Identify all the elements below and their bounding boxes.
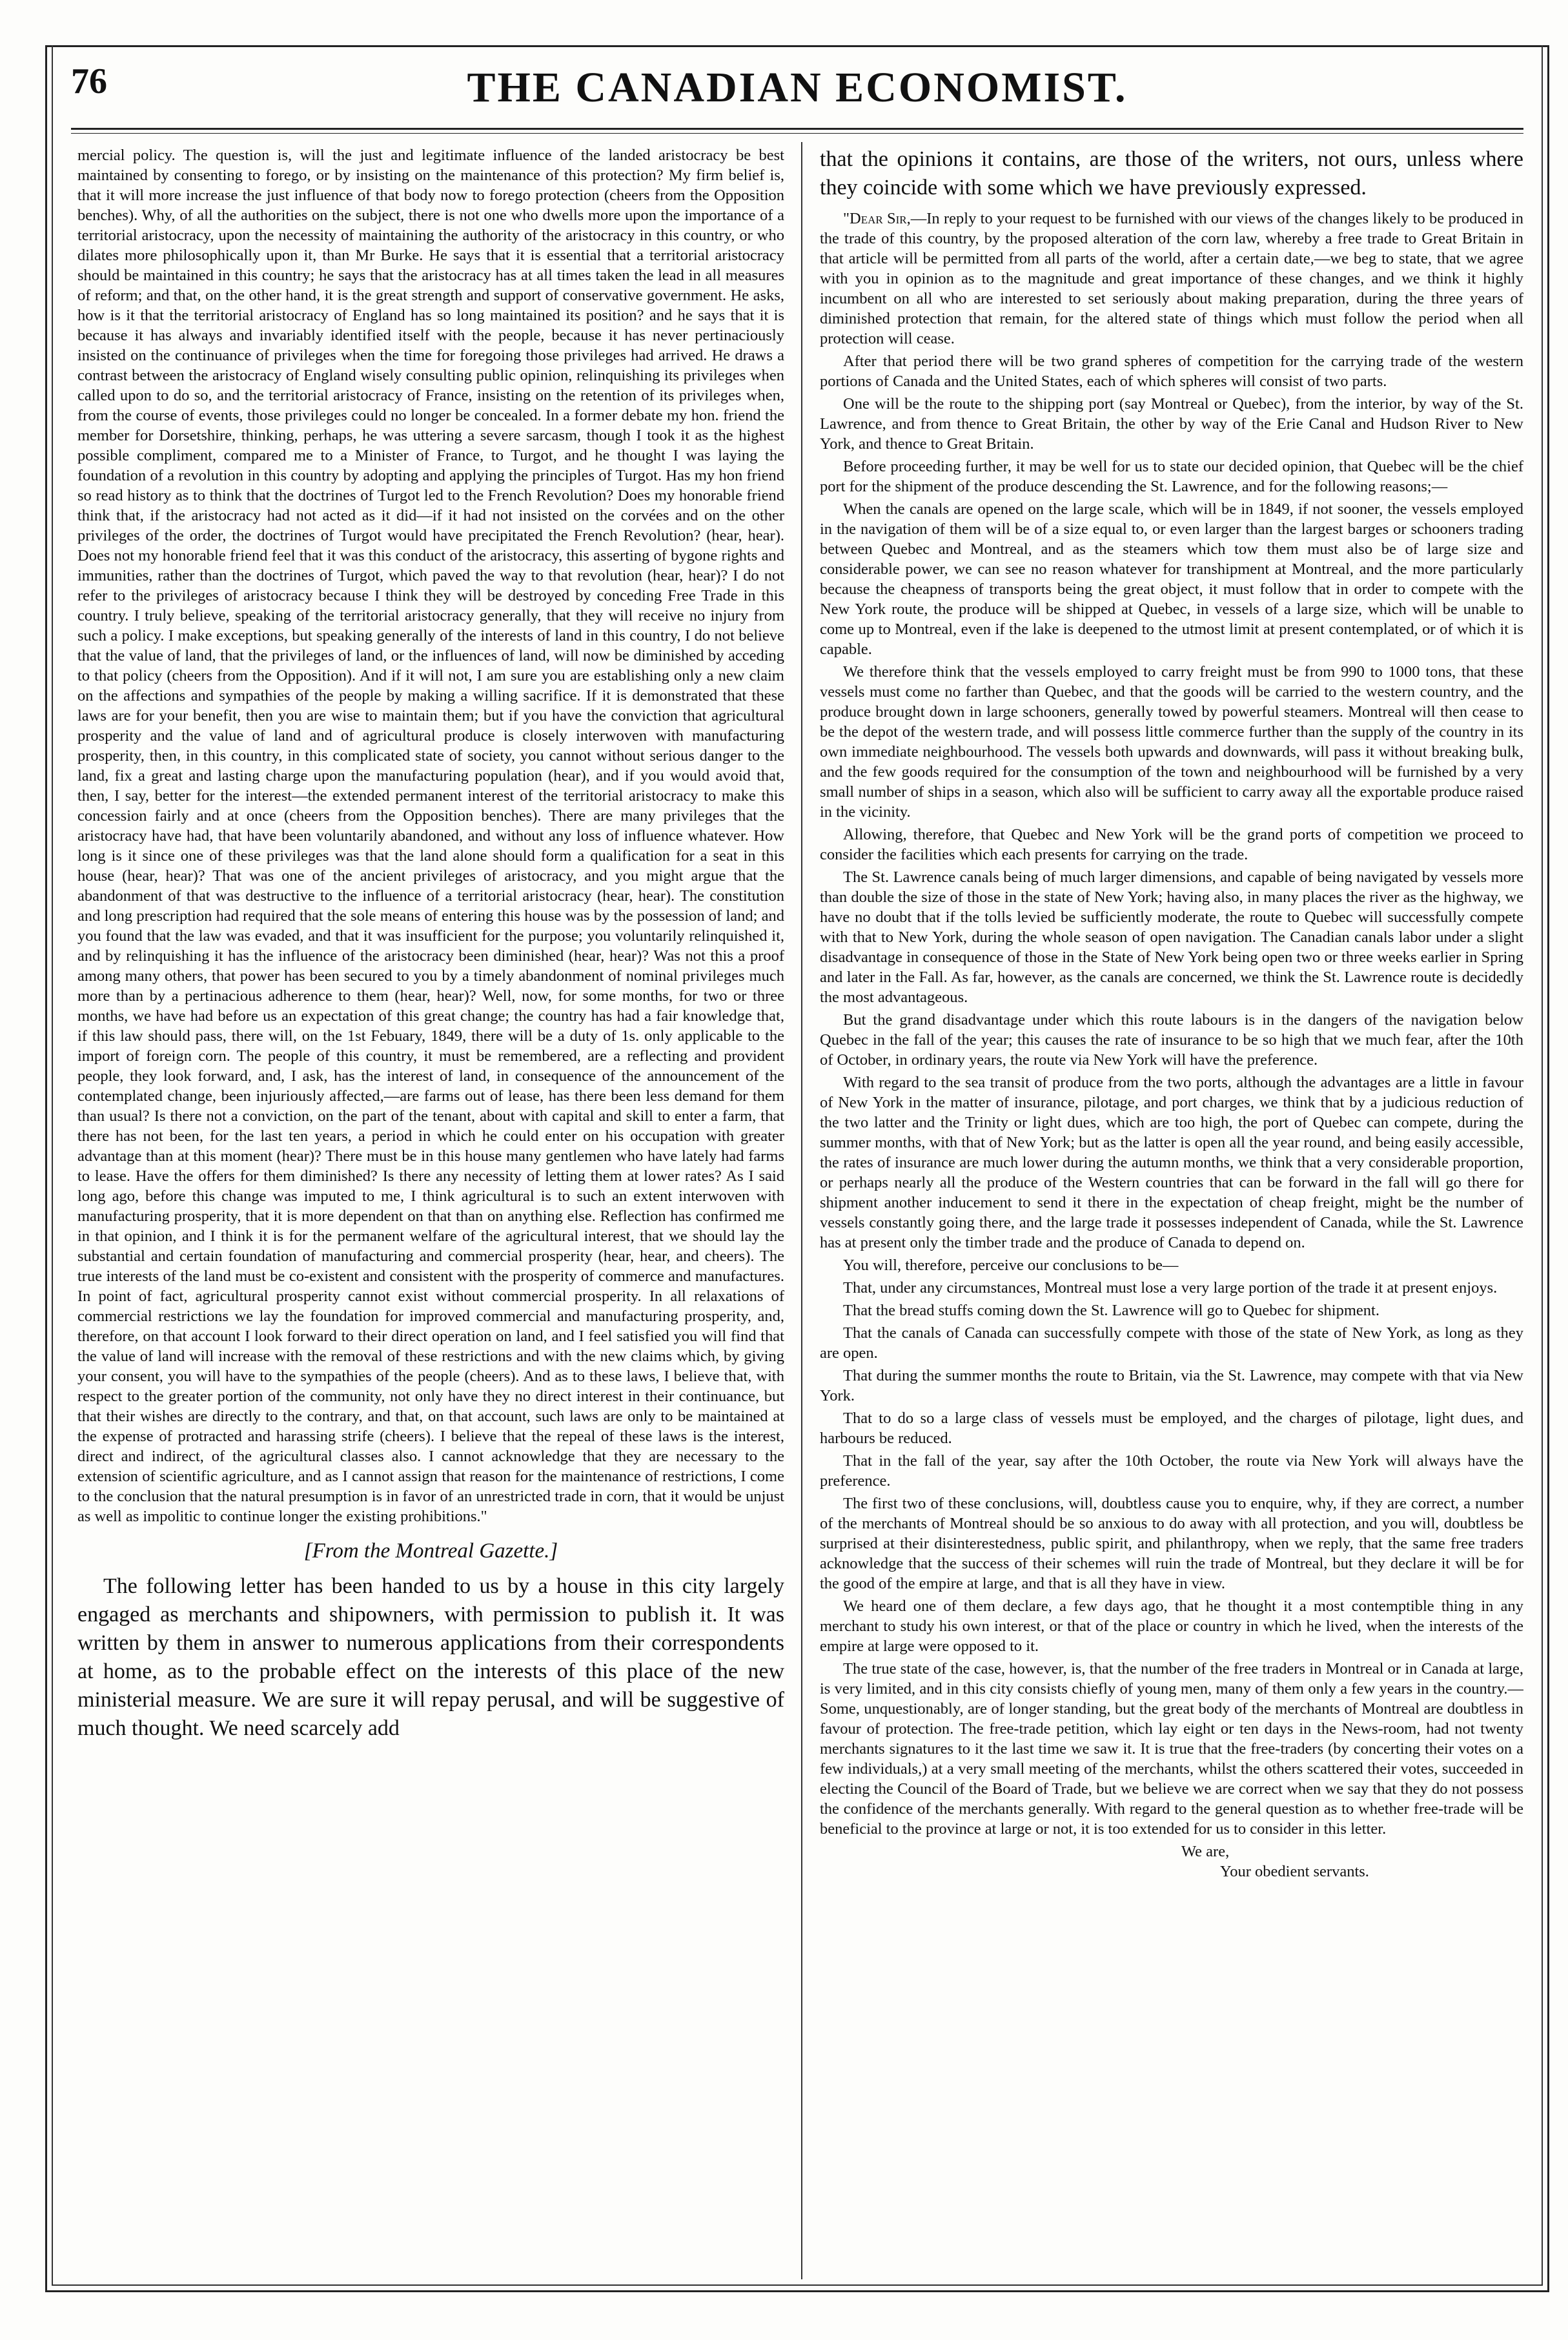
letter-paragraph: That the bread stuffs coming down the St. Lawrence will go to Quebec for shipment. xyxy=(843,1302,1380,1319)
letter-salutation: "Dear Sir, xyxy=(843,210,911,227)
letter-paragraph: The first two of these conclusions, will, doubtless cause you to enquire, why, if they are correct, a number of the merchants of Montreal should be so anxious to do away with all protection, and you will, doubtless be surprised at their disinterestedness, public spirit, and philanthropy, when we reply, that the same free traders acknowledge that the success of their schemes will ruin the trade of Montreal, but they declare it will be for the good of the empire at large, and that is all they have in view. xyxy=(820,1495,1523,1592)
letter-paragraph: That, under any circumstances, Montreal must lose a very large portion of the trade it at present enjoys. xyxy=(843,1279,1498,1297)
letter-paragraph: That in the fall of the year, say after the 10th October, the route via New York will always have the preference. xyxy=(820,1452,1523,1490)
page-title: THE CANADIAN ECONOMIST. xyxy=(467,64,1128,111)
left-column xyxy=(77,145,784,2276)
letter-paragraph: The true state of the case, however, is, that the number of the free traders in Montreal or in Canada at large, is very limited, and in this city consists chiefly of young men, many of them only a few years in the country.—Some, unquestionably, are of longer standing, but the great body of the merchants of Montreal are doubtless in favour of protection. The free-trade petition, which lay eight or ten days in the News-room, had not twenty merchants signatures to it the last time we saw it. It is true that the free-traders (by concerting their votes on a few individuals,) at a very small meeting of the merchants, whilst the others scattered their votes, succeeded in electing the Council of the Board of Trade, but we believe we are correct when we say that they do not possess the confidence of the merchants generally. With regard to the general question as to whether free-trade will be beneficial to the province at large or not, it is too extended for us to consider in this letter. xyxy=(820,1660,1523,1838)
letter-paragraph: We heard one of them declare, a few days ago, that he thought it a most contemptible thing in any merchant to study his own interest, or that of the place or country in which he lived, when the interests of the empire at large were opposed to it. xyxy=(820,1597,1523,1655)
letter-paragraph: One will be the route to the shipping port (say Montreal or Quebec), from the interior, by way of the St. Lawrence, and from thence to Great Britain, the other by way of the Erie Canal and Hudson River to New York, and thence to Great Britain. xyxy=(820,395,1523,453)
letter-paragraph: That to do so a large class of vessels must be employed, and the charges of pilotage, light dues, and harbours be reduced. xyxy=(820,1410,1523,1447)
intro-text xyxy=(77,1572,784,1743)
letter-paragraph: With regard to the sea transit of produce from the two ports, although the advantages are a little in favour of New York in the matter of insurance, pilotage, and port charges, we think that by a judicious reduction of the two latter and the Trinity or light dues, which are too high, the port of Quebec can compete, during the summer months, with that of New York; but as the latter is open all the year round, and being easily accessible, the rates of insurance are much lower during the autumn months, we think that a very considerable proportion, or perhaps nearly all the produce of the Western countries that can be forward in the fall will go there for shipment another inducement to send it there in the expectation of cheap freight, might be the number of vessels constantly going there, and the large trade it possesses independent of Canada, while the St. Lawrence has at present only the timber trade and the produce of Canada to depend on. xyxy=(820,1074,1523,1251)
letter-paragraph: Allowing, therefore, that Quebec and New York will be the grand ports of competition we proceed to consider the facilities which each presents for carrying on the trade. xyxy=(820,826,1523,863)
letter-paragraph: When the canals are opened on the large scale, which will be in 1849, if not sooner, the vessels employed in the navigation of them will be of a size equal to, or even larger than the largest barges or schooners trading between Quebec and Montreal, and as the steamers which tow them must also be of large size and considerable power, we can see no reason whatever for transhipment at Montreal, and the more particularly because the cheapness of transports being the great object, it must follow that in order to compete with the New York route, the produce will be shipped at Quebec, in vessels of a large size, which will be unable to come up to Montreal, even if the lake is deepened to the utmost limit at present contemplated, or of which it is capable. xyxy=(820,500,1523,658)
page-number: 76 xyxy=(71,61,107,101)
letter-paragraph: The St. Lawrence canals being of much larger dimensions, and capable of being navigated by vessels more than double the size of those in the state of New York; having also, in many places the river as the highway, we have no doubt that if the tolls levied be sufficiently moderate, the route to Quebec will successfully compete with that to New York, during the whole season of open navigation. The Canadian canals labor under a slight disadvantage in consequence of those in the State of New York being open two or three weeks earlier in Spring and later in the Fall. As far, however, as the canals are concerned, we think the St. Lawrence route is decidedly the most advantageous. xyxy=(820,868,1523,1006)
intro-paragraph: The following letter has been handed to us by a house in this city largely engaged as merchants and shipowners, with permission to publish it. It was written by them in answer to numerous applications from their correspondents at home, as to the probable effect on the interests of this place of the new ministerial measure. We are sure it will repay perusal, and will be suggestive of much thought. We need scarcely add xyxy=(77,1574,784,1740)
column-divider xyxy=(801,142,802,2279)
letter-paragraph: You will, therefore, perceive our conclusions to be— xyxy=(843,1257,1179,1274)
intro-continued xyxy=(820,145,1523,202)
letter-text xyxy=(820,209,1523,1882)
masthead-rule-thin xyxy=(71,133,1523,134)
masthead-rule xyxy=(71,128,1523,130)
masthead xyxy=(71,57,1523,125)
letter-opening-text: —In reply to your request to be furnished with our views of the changes likely to be produced in the trade of this country, by the proposed alteration of the corn law, whereby a free trade to Great Britain in that article will be permitted from all parts of the world, after a certain date,—we beg to state, that we agree with you in opinion as to the magnitude and great importance of these changes, and we think it highly incumbent on all who are interested to set seriously about making preparation, during the three years of diminished protection that remain, for the altered state of things which must follow the period when all protection will cease. xyxy=(820,210,1523,347)
letter-opening xyxy=(820,209,1523,349)
closing-line-1: We are, xyxy=(1181,1843,1230,1860)
letter-paragraph: After that period there will be two grand spheres of competition for the carrying trade of the western portions of Canada and the United States, each of which spheres will consist of two parts. xyxy=(820,353,1523,390)
newspaper-page xyxy=(45,45,1549,2292)
closing-line-2: Your obedient servants. xyxy=(1220,1863,1369,1880)
letter-paragraph: We therefore think that the vessels employed to carry freight must be from 990 to 1000 tons, that these vessels must come no farther than Quebec, and that the goods will be carried to the western country, and the produce brought down in large schooners, generally towed by powerful steamers. Montreal will then cease to be the depot of the western trade, and will possess little commerce further than the supply of the country in its own immediate neighbourhood. The vessels both upwards and downwards, will pass it without breaking bulk, and the few goods required for the consumption of the town and neighbourhood will be furnished by a very small number of ships in a season, which also will be sufficient to carry away all the exportable produce raised in the vicinity. xyxy=(820,663,1523,821)
intro-continued-paragraph: that the opinions it contains, are those of the writers, not ours, unless where they coincide with some which we have previously expressed. xyxy=(820,147,1523,200)
right-column xyxy=(820,145,1523,2276)
letter-paragraph: That during the summer months the route to Britain, via the St. Lawrence, may compete with that via New York. xyxy=(820,1367,1523,1404)
letter-paragraph: Before proceeding further, it may be well for us to state our decided opinion, that Quebec will be the chief port for the shipment of the produce descending the St. Lawrence, and for the following reasons;— xyxy=(820,458,1523,495)
source-note: [From the Montreal Gazette.] xyxy=(303,1539,558,1563)
letter-paragraph: That the canals of Canada can successfully compete with those of the state of New York, as long as they are open. xyxy=(820,1324,1523,1362)
letter-paragraph: But the grand disadvantage under which this route labours is in the dangers of the navigation below Quebec in the fall of the year; this causes the rate of insurance to be so high that we much fear, after the 10th of October, in ordinary years, the route via New York will have the preference. xyxy=(820,1011,1523,1069)
speech-text xyxy=(77,145,784,1526)
speech-paragraph: mercial policy. The question is, will the just and legitimate influence of the landed aristocracy be best maintained by consenting to forego, or by insisting on the maintenance of this protection? My firm belief is, that it will more increase the just influence of that body now to forego protection (cheers from the Opposition benches). Why, of all the authorities on the subject, there is not one who dwells more upon the importance of a territorial aristocracy, upon the necessity of maintaining the authority of the aristocracy in this country, or who dilates more philosophically upon it, than Mr Burke. He says that it is essential that a territorial aristocracy should be maintained in this country; he says that the aristocracy has at all times taken the lead in all measures of reform; and that, on the other hand, it is the great strength and support of conservative government. He asks, how is it that the territorial aristocracy of England has so long maintained its position? and he says that it is because it has always and invariably identified itself with the people, because it has never pertinaciously insisted on the continuance of privileges when the time for foregoing those privileges had arrived. He draws a contrast between the aristocracy of England wisely consulting public opinion, relinquishing its privileges when called upon to do so, and the territorial aristocracy of France, insisting on the retention of its privileges when, from the course of events, those privileges could no longer be concealed. In a former debate my hon. friend the member for Dorsetshire, thinking, perhaps, he was uttering a severe sarcasm, though I took it as the highest possible compliment, compared me to a Minister of France, to Turgot, and he thought I was laying the foundation of a revolution in this country by adopting and applying the principles of Turgot. Has my hon friend so read history as to think that the doctrines of Turgot led to the French Revolution? Does my honorable friend think that, if the aristocracy had not acted as it did—if it had not insisted on the corvées and on the other privileges of the order, the doctrines of Turgot would have precipitated the French Revolution? (hear, hear). Does not my honorable friend feel that it was this conduct of the aristocracy, this asserting of bygone rights and immunities, rather than the doctrines of Turgot, which paved the way to that revolution (hear, hear)? I do not refer to the privileges of aristocracy because I think they will be destroyed by conceding Free Trade in this country. I truly believe, speaking of the territorial aristocracy generally, that they will receive no injury from such a policy. I make exceptions, but speaking generally of the interests of land in this country, I do not believe that the value of land, that the privileges of land, or the influences of land, will now be diminished by acceding to that policy (cheers from the Opposition). And if it will not, I am sure you are establishing only a new claim on the affections and sympathies of the people by making a willing sacrifice. If it is demonstrated that these laws are for your benefit, then you are wise to maintain them; but if you have the conviction that agricultural prosperity and the value of land and of agricultural produce is closely interwoven with manufacturing prosperity, then, in this country, in this complicated state of society, you cannot without serious danger to the land, fix a great and lasting charge upon the manufacturing population (hear), and if you would avoid that, then, I say, better for the interest—the extended permanent interest of the territorial aristocracy to make this concession fairly and at once (cheers from the Opposition benches). There are many privileges that the aristocracy have had, that have been voluntarily abandoned, and without any loss of influence whatever. How long is it since one of these privileges was that the land alone should form a qualification for a seat in this house (hear, hear)? That was one of the ancient privileges of aristocracy, and you might argue that the abandonment of that was destructive to the influence of a territorial aristocracy (hear, hear). The constitution and long prescription had required that the sole means of entering this house was by the possession of land; and you found that the law was evaded, and that it was insufficient for the purpose; you voluntarily relinquished it, and by relinquishing it has the influence of the aristocracy been diminished (hear, hear)? Was not this a proof among many others, that power has been secured to you by a timely abandonment of nominal privileges much more than by a pertinacious adherence to them (hear, hear)? Well, now, for some months, for two or three months, we have had before us an expectation of this great change; the country has had a fair knowledge that, if this law should pass, there will, on the 1st Febuary, 1849, there will be a duty of 1s. only applicable to the import of foreign corn. The people of this country, it must be remembered, are a reflecting and provident people, they look forward, and, I ask, has the interest of land, in consequence of the announcement of the contemplated change, been injuriously affected,—are farms out of lease, has there been less demand for them than usual? Is there not a conviction, on the part of the tenant, about with capital and skill to enter a farm, that there has not been, for the last ten years, a period in which he could enter on his occupation with greater advantage than at this moment (hear)? There must be in this house many gentlemen who have lately had farms to lease. Have the offers for them diminished? Is there any necessity of letting them at lower rates? As I said long ago, before this change was imputed to me, I think agricultural is to such an extent interwoven with manufacturing prosperity, that it is more dependent on that than on anything else. Reflection has confirmed me in that opinion, and I think it is for the permanent welfare of the agricultural interest, that we should lay the substantial and certain foundation of manufacturing and commercial prosperity (hear, hear, and cheers). The true interests of the land must be co-existent and consistent with the prosperity of commerce and manufactures. In point of fact, agricultural prosperity cannot exist without commercial prosperity. In all relaxations of commercial restrictions we lay the foundation for improved commercial and manufacturing prosperity, and, therefore, on that account I look forward to their direct operation on land, and I feel satisfied you will find that the value of land will increase with the removal of these restrictions and with the new claims which, by giving your consent, you will have to the sympathies of the people (cheers). And as to these laws, I believe that, with respect to the greater portion of the community, not only have they no direct interest in their continuance, but that their wishes are directly to the contrary, and that, on that account, such laws are only to be maintained at the expense of protracted and harassing strife (cheers). I believe that the repeal of these laws is the interest, direct and indirect, of the agricultural classes also. I cannot acknowledge that they are necessary to the extension of scientific agriculture, and as I cannot assign that reason for the maintenance of restrictions, I come to the conclusion that the natural presumption is in favor of an unrestricted trade in corn, that it would be unjust as well as impolitic to continue longer the existing prohibitions." xyxy=(77,147,784,1525)
letter-closing xyxy=(820,1842,1523,1882)
